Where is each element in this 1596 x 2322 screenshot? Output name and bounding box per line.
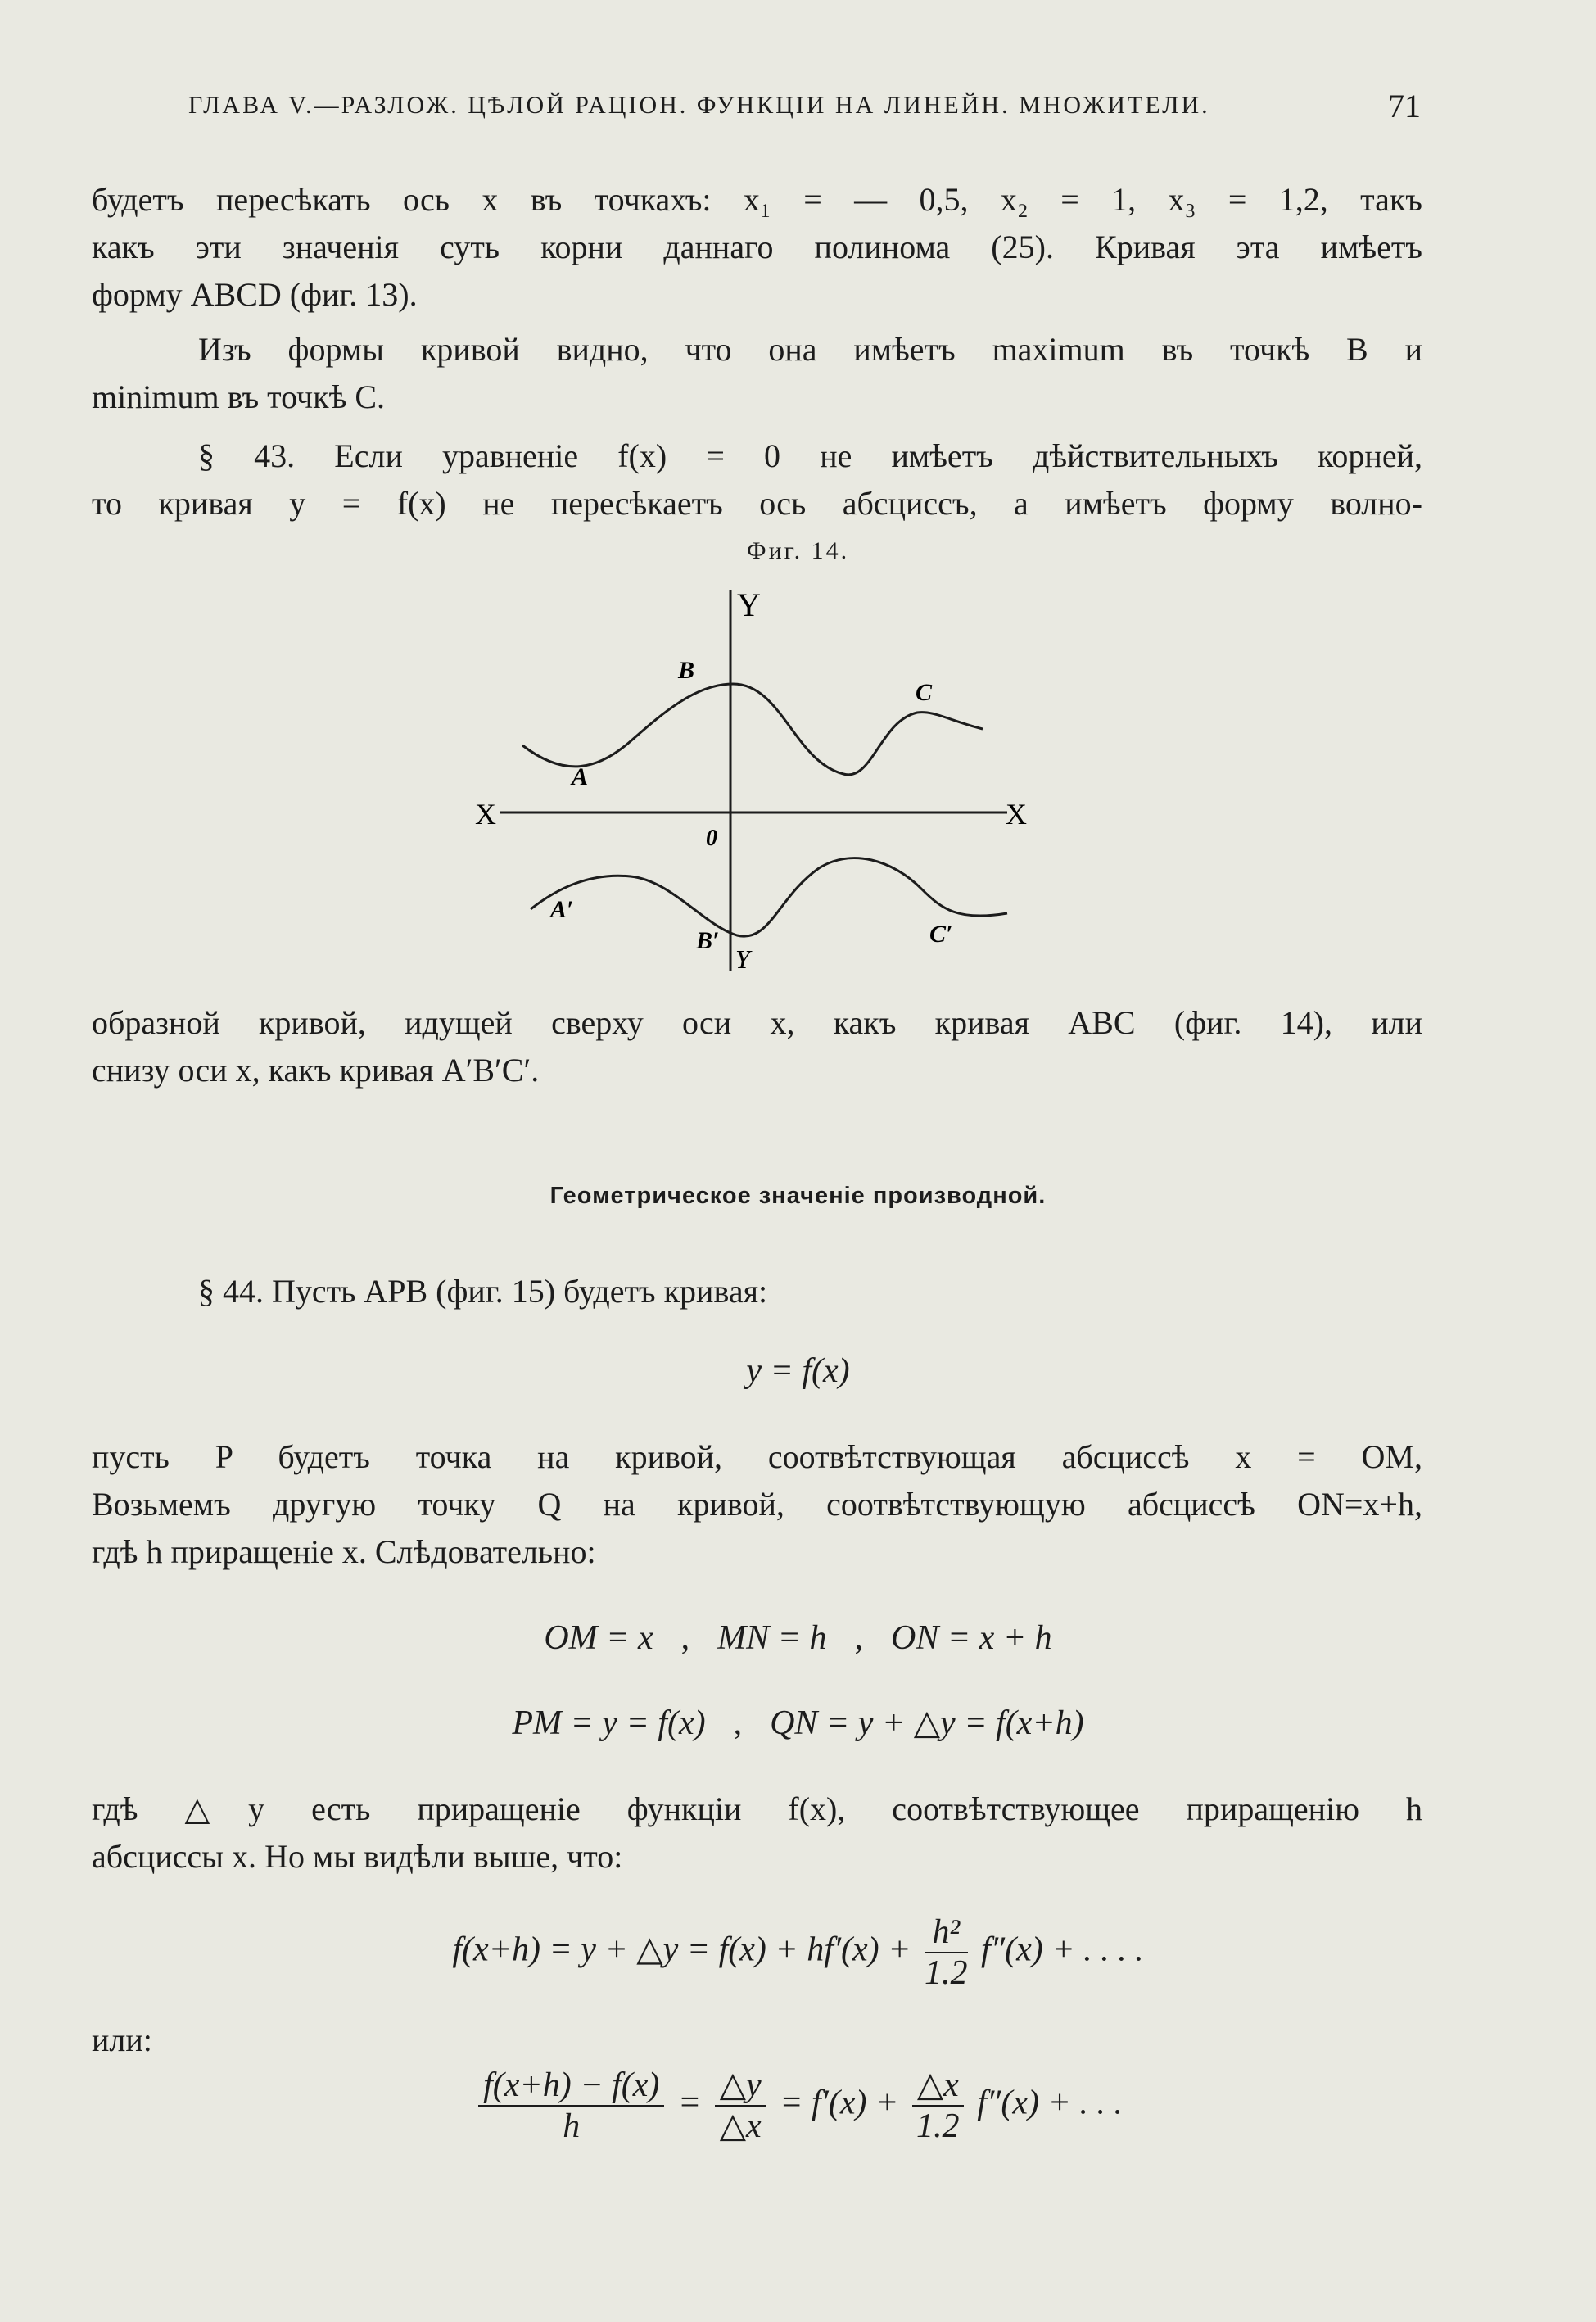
paragraph-roots (92, 176, 1422, 319)
text-line: гдѣ △y есть приращеніе функціи f(x), соотвѣтствующее приращенію h (92, 1790, 1422, 1827)
label-c-prime: C′ (929, 921, 953, 948)
label-x-right: X (1006, 798, 1027, 831)
eq-separator: , (680, 1619, 690, 1657)
text-line: гдѣ h приращеніе x. Слѣдовательно: (92, 1533, 596, 1570)
paragraph-section-44 (92, 1268, 1422, 1315)
text-line: снизу оси x, какъ кривая A′B′C′. (92, 1052, 540, 1089)
label-a: A (572, 763, 589, 790)
fraction-numerator: △y (715, 2066, 766, 2107)
paragraph-increment (92, 1786, 1422, 1881)
eq-equals: = (677, 2084, 702, 2122)
label-y-bottom: Y (735, 944, 750, 974)
label-y-top: Y (737, 586, 761, 623)
eq-on: ON = x + h (890, 1619, 1052, 1657)
text-line: § 43. Если уравненіе f(x) = 0 не имѣетъ дѣйствительныхъ корней, (198, 437, 1422, 474)
paragraph-or (92, 2016, 1422, 2064)
curve-abc (522, 684, 983, 775)
eq-qn: QN = y + △y = f(x+h) (770, 1704, 1084, 1742)
label-x-left: X (475, 798, 496, 831)
paragraph-point-p (92, 1433, 1422, 1576)
text-line: абсциссы x. Но мы видѣли выше, что: (92, 1838, 623, 1875)
text-line: Возьмемъ другую точку Q на кривой, соотвѣтствующую абсциссѣ ON=x+h, (92, 1486, 1422, 1523)
fraction-denominator: △x (719, 2107, 762, 2145)
text-line: какъ эти значенія суть корни даннаго полинома (25). Кривая эта имѣетъ (92, 229, 1422, 265)
section-title: Геометрическое значеніе производной. (549, 1183, 1047, 1209)
figure-caption: Фиг. 14. (746, 537, 850, 564)
text-line: форму ABCD (фиг. 13). (92, 276, 418, 313)
label-c: C (916, 679, 933, 706)
text-line: образной кривой, идущей сверху оси x, какъ кривая ABC (фиг. 14), или (92, 1004, 1422, 1041)
equation-taylor (0, 1912, 1596, 1993)
paragraph-wavy-curve (92, 999, 1422, 1094)
page-number: 71 (1388, 88, 1421, 124)
figure-14 (459, 582, 1065, 991)
eq-pm: PM = y = f(x) (512, 1704, 706, 1742)
equation-difference-quotient (0, 2066, 1596, 2146)
label-b-prime: B′ (696, 927, 720, 954)
eq-taylor-left: f(x+h) = y + △y = f(x) + hf′(x) + (452, 1930, 911, 1969)
label-origin: 0 (706, 826, 717, 851)
fraction (478, 2066, 664, 2146)
text-line: minimum въ точкѣ C. (92, 378, 386, 415)
fraction-numerator: h² (925, 1912, 968, 1953)
text-line: или: (92, 2021, 152, 2058)
eq-right: f″(x) + . . . (977, 2084, 1123, 2122)
text-line: будетъ пересѣкать ось x въ точкахъ: x₁ = — 0,5, x₂ = 1, x₃ = 1,2, такъ (92, 181, 1422, 218)
label-b: B (678, 657, 695, 684)
equation-pm-qn (0, 1702, 1596, 1743)
eq-taylor-right: f″(x) + . . . . (981, 1930, 1144, 1969)
fraction-numerator: △x (912, 2066, 964, 2107)
fraction (715, 2066, 766, 2146)
fraction (925, 1912, 968, 1993)
eq-om: OM = x (544, 1619, 653, 1657)
text-line: пусть P будетъ точка на кривой, соотвѣтствующая абсциссѣ x = OM, (92, 1438, 1422, 1475)
fraction-denominator: 1.2 (925, 1954, 968, 1992)
eq-separator: , (733, 1704, 743, 1742)
fraction (912, 2066, 964, 2146)
text-line: то кривая y = f(x) не пересѣкаетъ ось абсциссъ, а имѣетъ форму волно- (92, 485, 1422, 522)
equation-om-mn-on (0, 1618, 1596, 1658)
running-title: ГЛАВА V.—РАЗЛОЖ. ЦѢЛОЙ РАЦІОН. ФУНКЦІИ НА ЛИНЕЙН. МНОЖИТЕЛИ. (188, 92, 1210, 119)
fraction-denominator: h (563, 2107, 581, 2145)
equation-y-fx: y = f(x) (746, 1352, 850, 1390)
paragraph-section-43 (92, 432, 1422, 527)
paragraph-max-min (92, 326, 1422, 421)
running-header (188, 88, 1421, 124)
eq-middle: = f′(x) + (780, 2084, 899, 2122)
text-line: § 44. Пусть APB (фиг. 15) будетъ кривая: (198, 1273, 768, 1310)
fraction-numerator: f(x+h) − f(x) (478, 2066, 664, 2107)
label-a-prime: A′ (550, 896, 574, 923)
text-line: Изъ формы кривой видно, что она имѣетъ maximum въ точкѣ B и (198, 331, 1422, 368)
fraction-denominator: 1.2 (916, 2107, 960, 2145)
eq-mn: MN = h (717, 1619, 827, 1657)
eq-separator: , (854, 1619, 863, 1657)
